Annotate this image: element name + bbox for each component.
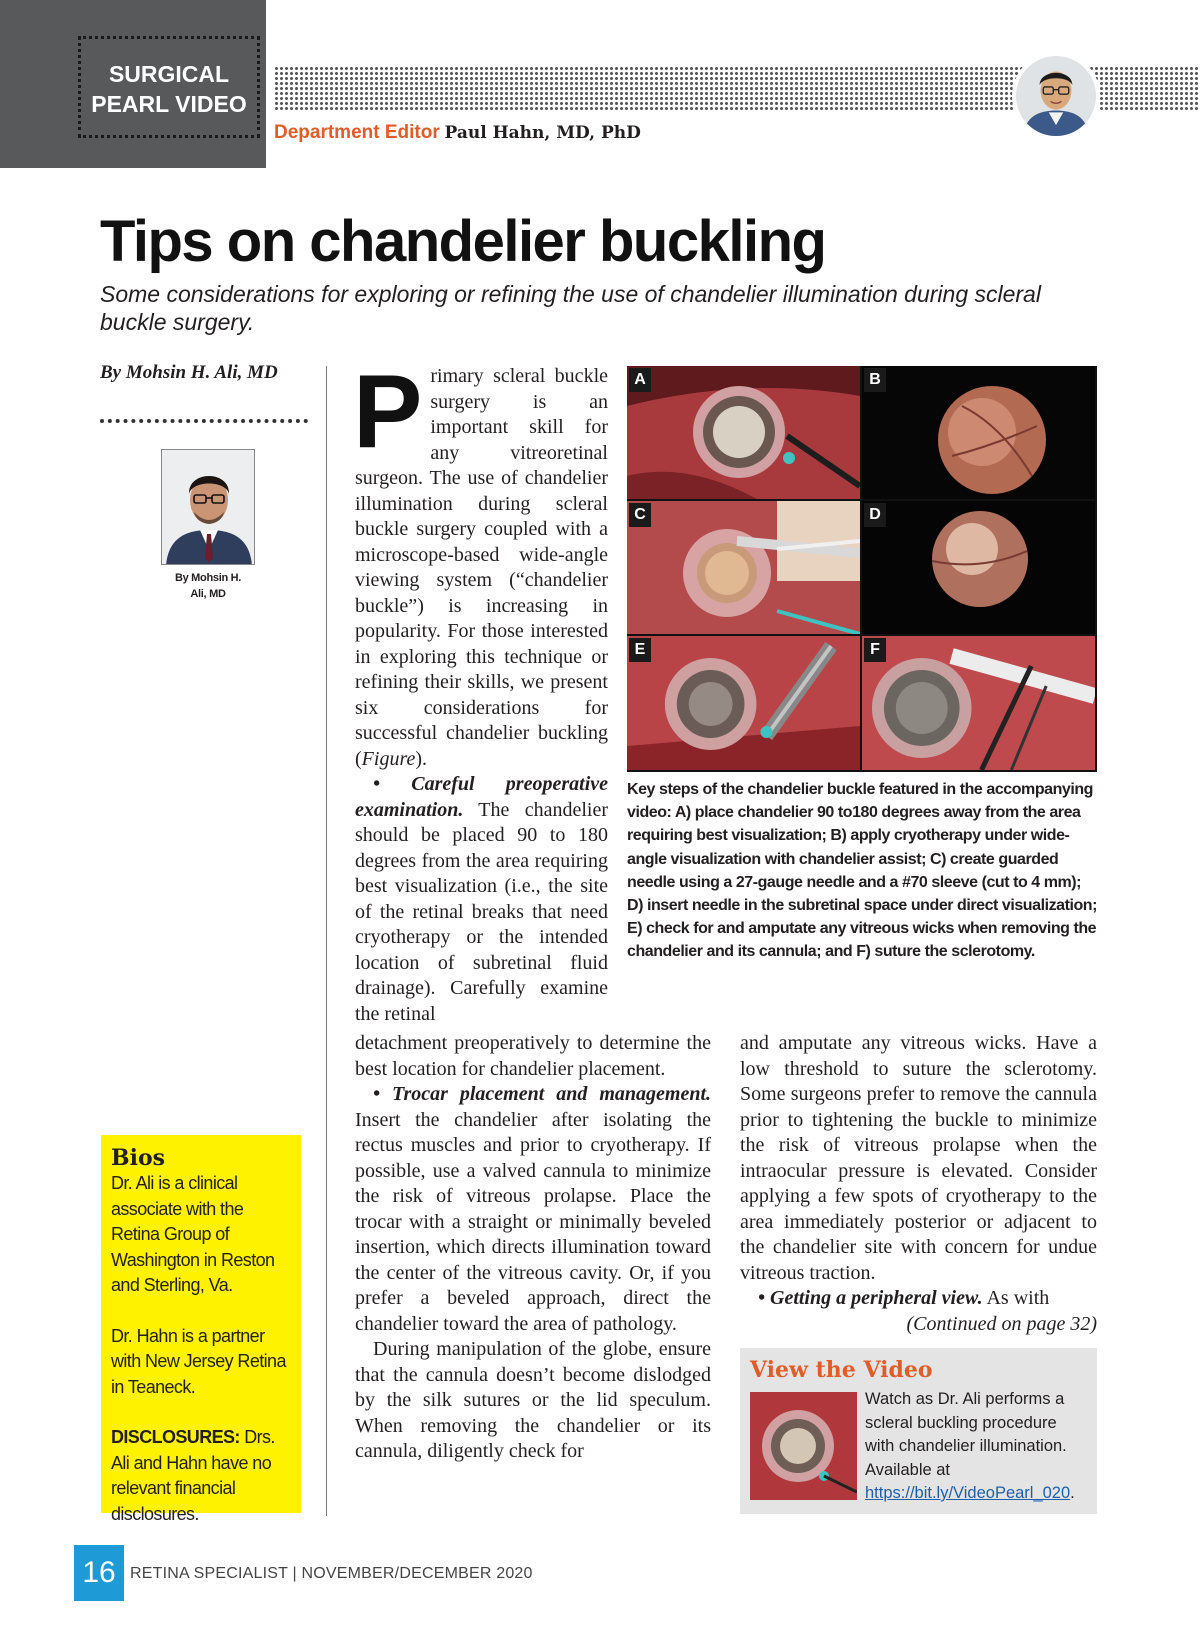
byline-divider [100,419,308,423]
panel-label: F [864,638,886,662]
editor-photo [1012,52,1100,140]
video-link[interactable]: https://bit.ly/VideoPearl_020 [865,1484,1071,1502]
section-label-line1: SURGICAL [108,61,230,87]
panel-label: D [864,503,886,527]
author-photo-caption: By Mohsin H. Ali, MD [174,572,242,600]
author-photo [161,449,255,565]
body-paragraph: • Trocar placement and management. Insert the chandelier after isolating the rectus muscles and prior to cryotherapy. If possible, use a valved cannula to minimize the risk of vitreous prolapse. Place the trocar with a straight or minimally beveled insertion, which directs illumination toward the center of the vitreous cavity. Or, if you prefer a beveled approach, direct the chandelier toward the area of pathology. [355,1083,711,1335]
bios-title: Bios [111,1145,166,1171]
body-paragraph: Primary scleral buckle surgery is an important skill for any vitreoretinal surgeon. The use of chandelier illumination during scleral buckle surgery coupled with a microscope-based wide-angle viewing system (“chandelier buckle”) is increasing in popularity. For those interested in exploring this technique or refining their skills, we present six considerations for successful chandelier buckling (Figure). [353,354,608,770]
panel-label: E [629,638,651,662]
video-thumbnail[interactable] [750,1392,857,1500]
body-paragraph: During manipulation of the globe, ensure that the cannula doesn’t become dislodged by the silk sutures or the lid speculum. When removing the chandelier or its cannula, diligently check for [355,1338,711,1462]
figure-panel-c [627,501,860,634]
body-column-top [353,354,608,1027]
bio-ali: Dr. Ali is a clinical associate with the Retina Group of Washington in Reston and Sterling, Va. [111,1173,275,1295]
video-title: View the Video [750,1357,933,1383]
column-divider [326,366,327,1516]
body-paragraph: • Getting a peripheral view. As with [758,1287,1050,1309]
subhead: • Careful preoperative examination. [355,773,608,821]
editor-name: Paul Hahn, MD, PhD [444,123,641,143]
figure-panel-d [862,501,1095,634]
bios-box [101,1135,301,1524]
figure-caption: Key steps of the chandelier buckle featured in the accompanying video: A) place chandelier 90 to180 degrees away from the area requiring best visualization; B) apply cryotherapy under wide-angle visualization with chandelier assist; C) create guarded needle using a 27-gauge needle and a #70 sleeve (cut to 4 mm); D) insert needle in the subretinal space under direct visualization; E) check for and amputate any vitreous wicks when removing the chandelier and its cannula; and F) suture the sclerotomy. [627,781,1097,961]
panel-label: C [629,503,651,527]
section-label [78,36,260,138]
body-column-right [740,1031,1097,1337]
subhead: • Trocar placement and management. [373,1083,711,1105]
editor-label: Department Editor [274,122,440,143]
figure-panel-f [862,636,1095,770]
disclosures: DISCLOSURES: Drs. Ali and Hahn have no relevant financial disclosures. [111,1427,275,1524]
panel-label: A [629,368,651,392]
section-header-block [0,0,266,168]
continued-note: (Continued on page 32) [906,1312,1097,1335]
subhead: • Getting a peripheral view. [758,1287,983,1309]
body-paragraph: • Careful preoperative examination. The chandelier should be placed 90 to 180 degrees from the area requiring best visualization (i.e., the site of the retinal breaks that need cryotherapy or the intended location of subretinal fluid drainage). Carefully examine the retinal [355,773,608,1025]
figure-panel-a [627,366,860,499]
video-description: Watch as Dr. Ali performs a scleral buckling procedure with chandelier illumination. Available at https://bit.ly/VideoPearl_020. [865,1390,1075,1502]
figure-panel-e [627,636,860,770]
bio-hahn: Dr. Hahn is a partner with New Jersey Retina in Teaneck. [111,1325,286,1397]
section-label-line2: PEARL VIDEO [91,91,247,117]
page-number: 16 [74,1545,124,1601]
figure-panel-b [862,366,1095,499]
surgical-figure [627,366,1097,772]
panel-label: B [864,368,886,392]
drop-cap: P [353,354,423,470]
view-video-box [740,1348,1097,1514]
byline: By Mohsin H. Ali, MD [100,362,278,383]
department-editor-line [274,122,641,144]
footer-publication: RETINA SPECIALIST | NOVEMBER/DECEMBER 2020 [130,1565,533,1582]
article-subtitle: Some considerations for exploring or refining the use of chandelier illumination during scleral buckle surgery. [100,281,1041,335]
article-title: Tips on chandelier buckling [100,209,826,274]
disclosures-label: DISCLOSURES: [111,1427,240,1447]
body-column-left [355,1031,711,1465]
body-paragraph: detachment preoperatively to determine the best location for chandelier placement. [355,1032,711,1080]
body-paragraph: and amputate any vitreous wicks. Have a low threshold to suture the sclerotomy. Some surgeons prefer to remove the cannula prior to tightening the buckle to minimize the risk of vitreous prolapse when the intraocular pressure is elevated. Consider applying a few spots of cryotherapy to the area immediately posterior or adjacent to the chandelier site with concern for undue vitreous traction. [740,1032,1097,1284]
